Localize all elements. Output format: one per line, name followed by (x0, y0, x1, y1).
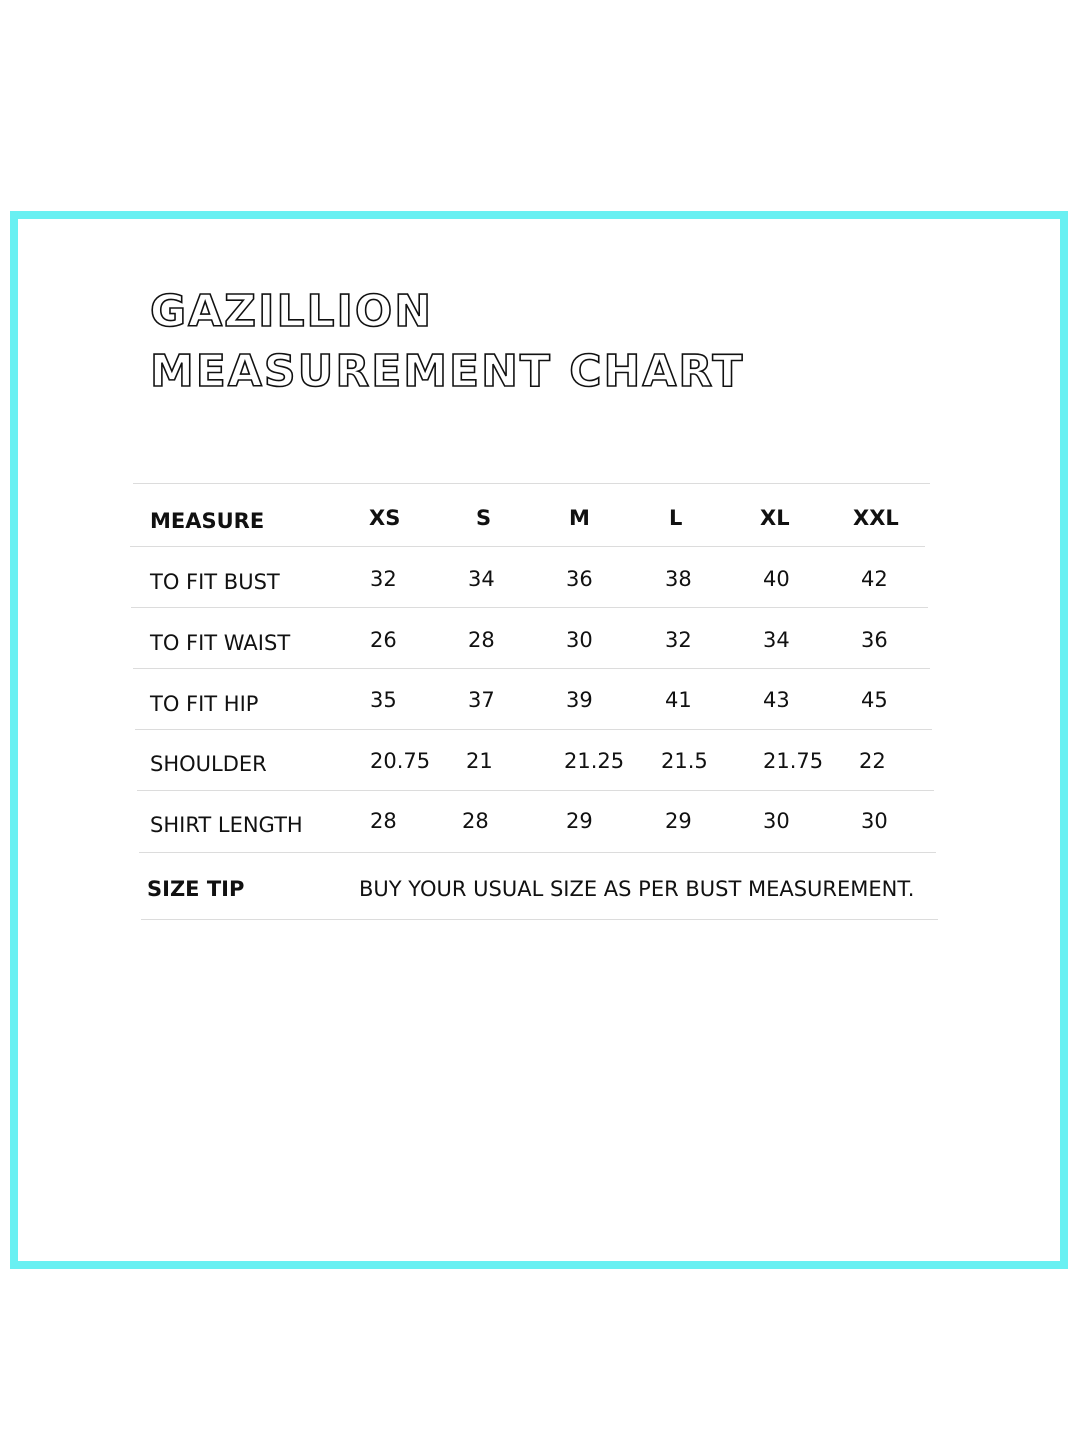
size-tip-label: SIZE TIP (147, 877, 245, 901)
cell-shoulder-xs: 20.75 (370, 749, 431, 773)
row-label-hip: TO FIT HIP (150, 692, 259, 716)
table-rule-top (133, 483, 930, 484)
cell-bust-xxl: 42 (861, 567, 888, 591)
cell-shoulder-s: 21 (466, 749, 493, 773)
row-label-shoulder: SHOULDER (150, 752, 267, 776)
cell-bust-xl: 40 (763, 567, 790, 591)
header-size-xl: XL (760, 506, 790, 530)
cell-hip-xl: 43 (763, 688, 790, 712)
cell-length-l: 29 (665, 809, 692, 833)
header-size-xs: XS (369, 506, 401, 530)
cell-hip-xs: 35 (370, 688, 397, 712)
cell-shoulder-xl: 21.75 (763, 749, 824, 773)
brand-title: GAZILLION (150, 286, 434, 337)
table-rule-row5 (139, 852, 936, 853)
cell-bust-xs: 32 (370, 567, 397, 591)
cell-shoulder-l: 21.5 (661, 749, 708, 773)
cell-length-xs: 28 (370, 809, 397, 833)
cell-bust-l: 38 (665, 567, 692, 591)
chart-title: MEASUREMENT CHART (150, 346, 745, 397)
cell-bust-s: 34 (468, 567, 495, 591)
cell-waist-xl: 34 (763, 628, 790, 652)
header-size-s: S (476, 506, 492, 530)
header-size-xxl: XXL (853, 506, 899, 530)
header-size-m: M (569, 506, 590, 530)
cell-bust-m: 36 (566, 567, 593, 591)
cell-hip-s: 37 (468, 688, 495, 712)
cell-waist-m: 30 (566, 628, 593, 652)
table-rule-bottom (141, 919, 938, 920)
cell-waist-l: 32 (665, 628, 692, 652)
table-rule-row2 (133, 668, 930, 669)
cell-waist-xxl: 36 (861, 628, 888, 652)
cell-hip-m: 39 (566, 688, 593, 712)
cell-length-xl: 30 (763, 809, 790, 833)
cell-shoulder-m: 21.25 (564, 749, 625, 773)
table-rule-header (130, 546, 925, 547)
table-rule-row4 (137, 790, 934, 791)
row-label-shirt-length: SHIRT LENGTH (150, 813, 303, 837)
size-tip-text: BUY YOUR USUAL SIZE AS PER BUST MEASUREMENT. (359, 877, 915, 901)
cell-waist-xs: 26 (370, 628, 397, 652)
cell-waist-s: 28 (468, 628, 495, 652)
cell-hip-l: 41 (665, 688, 692, 712)
cell-shoulder-xxl: 22 (859, 749, 886, 773)
table-rule-row1 (131, 607, 928, 608)
table-rule-row3 (135, 729, 932, 730)
row-label-bust: TO FIT BUST (150, 570, 280, 594)
header-measure: MEASURE (150, 509, 265, 533)
row-label-waist: TO FIT WAIST (150, 631, 291, 655)
cell-length-xxl: 30 (861, 809, 888, 833)
cell-hip-xxl: 45 (861, 688, 888, 712)
header-size-l: L (669, 506, 683, 530)
cell-length-s: 28 (462, 809, 489, 833)
cell-length-m: 29 (566, 809, 593, 833)
